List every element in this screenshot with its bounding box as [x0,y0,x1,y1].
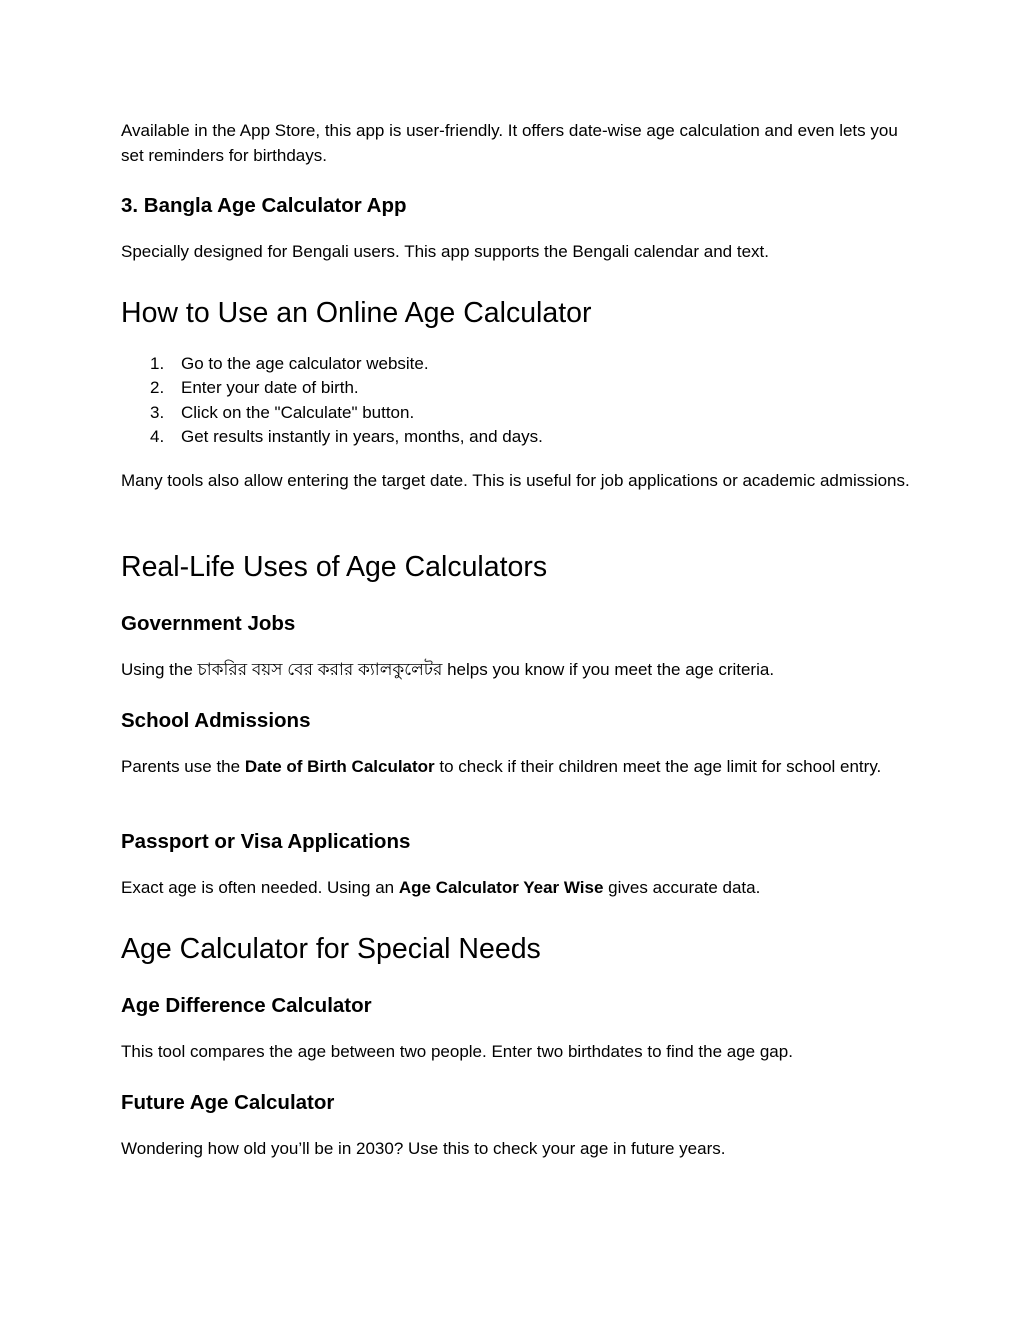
bengali-term: চাকরির বয়স বের করার ক্যালকুলেটর [197,660,443,679]
bangla-app-paragraph: Specially designed for Bengali users. This app supports the Bengali calendar and text. [121,242,769,261]
intro-paragraph: Available in the App Store, this app is user-friendly. It offers date-wise age calculation and even lets you set reminders for birthdays. [121,121,898,165]
government-jobs-heading: Government Jobs [121,612,296,635]
text-segment: Parents use the [121,757,245,776]
age-difference-paragraph: This tool compares the age between two people. Enter two birthdates to find the age gap. [121,1042,793,1061]
step-number: 3. [150,402,165,422]
step-number: 1. [150,354,165,373]
school-admissions-heading: School Admissions [121,709,311,732]
real-life-heading: Real-Life Uses of Age Calculators [121,551,548,583]
list-item [121,376,911,400]
special-needs-heading: Age Calculator for Special Needs [121,933,541,965]
text-segment: helps you know if you meet the age criteria. [442,660,775,679]
text-segment: gives accurate data. [603,878,761,897]
step-text: Enter your date of birth. [181,378,359,398]
step-text: Click on the "Calculate" button. [181,402,415,422]
passport-visa-paragraph [121,876,911,901]
list-item [121,401,911,425]
text-segment: to check if their children meet the age limit for school entry. [434,757,882,776]
how-to-heading: How to Use an Online Age Calculator [121,297,592,329]
future-age-paragraph: Wondering how old you’ll be in 2030? Use this to check your age in future years. [121,1139,726,1158]
list-item [121,352,911,376]
bangla-app-heading: 3. Bangla Age Calculator App [121,194,407,217]
step-number: 4. [150,426,165,446]
step-number: 2. [150,378,165,398]
step-text: Go to the age calculator website. [181,354,429,373]
bold-term: Date of Birth Calculator [244,757,435,776]
text-segment: Using the [121,660,198,679]
age-difference-heading: Age Difference Calculator [121,994,372,1017]
passport-visa-heading: Passport or Visa Applications [121,830,411,853]
step-text: Get results instantly in years, months, and days. [181,426,543,446]
future-age-heading: Future Age Calculator [121,1091,335,1114]
bold-term: Age Calculator Year Wise [398,878,604,897]
text-segment: Exact age is often needed. Using an [121,878,399,897]
list-item [121,425,911,449]
school-admissions-paragraph [121,755,911,780]
how-to-note-paragraph: Many tools also allow entering the target date. This is useful for job applications or academic admissions. [121,471,910,490]
government-jobs-paragraph [121,658,911,683]
how-to-steps-list [121,352,911,449]
